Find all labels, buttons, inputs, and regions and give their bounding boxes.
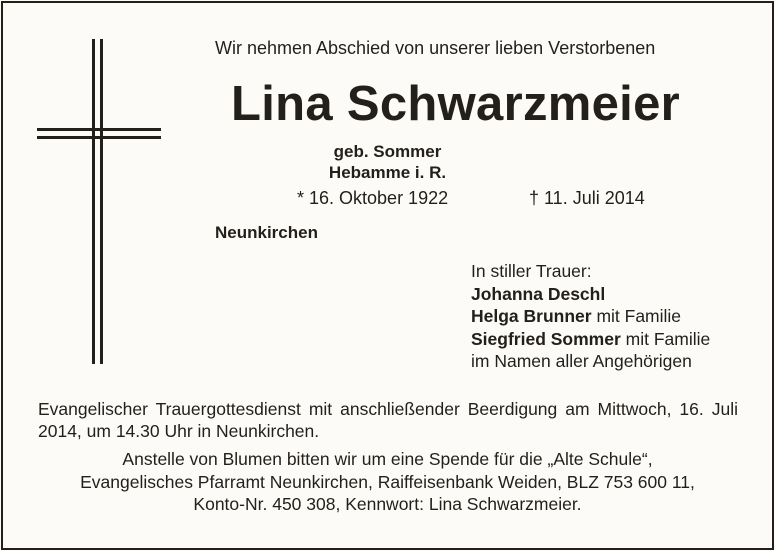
intro-text: Wir nehmen Abschied von unserer lieben Verstorbenen — [215, 38, 656, 58]
mourner-suffix: mit Familie — [591, 306, 682, 326]
service-line: Evangelischer Trauergottesdienst mit anschließender Beerdigung am Mittwoch, — [38, 399, 672, 419]
mourners-closing: im Namen aller Angehörigen — [471, 351, 692, 371]
profession: Hebamme i. R. — [328, 163, 447, 182]
donation-line: Anstelle von Blumen bitten wir um eine Spende für die „Alte Schule“, — [122, 449, 653, 469]
mourner-name: Helga Brunner — [471, 306, 592, 326]
maiden-name: geb. Sommer — [333, 142, 442, 161]
mourner-line — [471, 283, 710, 306]
donation-line: Konto-Nr. 450 308, Kennwort: Lina Schwarzmeier. — [193, 494, 582, 514]
mourner-name: Siegfried Sommer — [471, 328, 621, 349]
mourners-heading: In stiller Trauer: — [471, 261, 592, 281]
donation-line: Evangelisches Pfarramt Neunkirchen, Raiffeisenbank Weiden, BLZ 753 600 11, — [80, 471, 695, 492]
residence: Neunkirchen — [215, 223, 318, 242]
deceased-name: Lina Schwarzmeier — [231, 77, 680, 131]
death-date: † 11. Juli 2014 — [529, 188, 645, 208]
mourners-block — [471, 260, 710, 373]
mourner-line — [471, 305, 710, 328]
mourner-line — [471, 328, 710, 351]
birth-date: * 16. Oktober 1922 — [297, 188, 449, 208]
mourner-suffix: mit Familie — [620, 328, 711, 349]
service-info — [38, 398, 738, 442]
service-line: 16. Juli 2014, um 14.30 Uhr in Neunkirchen. — [38, 399, 738, 441]
donation-info — [0, 448, 775, 516]
mourner-name: Johanna Deschl — [471, 283, 606, 304]
